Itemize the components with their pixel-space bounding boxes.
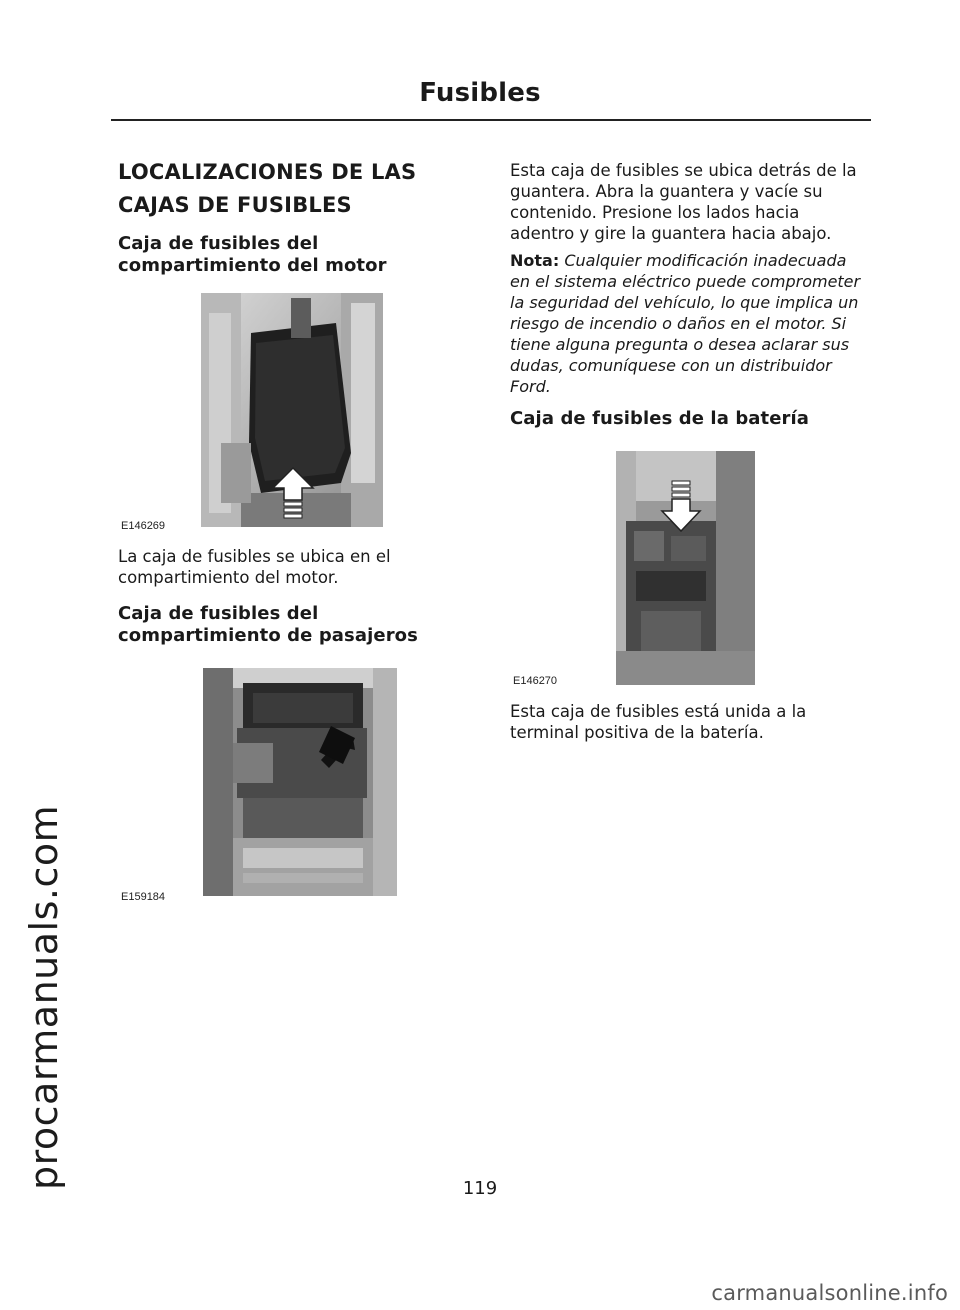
passenger-heading <box>118 603 463 647</box>
engine-heading-line: compartimiento del motor <box>118 255 387 276</box>
passenger-heading-line: Caja de fusibles del <box>118 603 319 624</box>
engine-fusebox-image <box>201 293 383 527</box>
note-line: la seguridad del vehículo, lo que implica un <box>510 293 859 312</box>
note-label: Nota: <box>510 251 560 270</box>
note-line: Ford. <box>510 377 551 396</box>
battery-text-line: terminal positiva de la batería. <box>510 723 764 742</box>
header-rule <box>111 119 871 121</box>
battery-text-line: Esta caja de fusibles está unida a la <box>510 702 807 721</box>
note-line: riesgo de incendio o daños en el motor. Si <box>510 314 847 333</box>
page-number: 119 <box>462 1178 498 1199</box>
note-line: tiene alguna pregunta o desea aclarar sus <box>510 335 850 354</box>
battery-figure-code: E146270 <box>513 675 558 687</box>
passenger-location-line: guantera. Abra la guantera y vacíe su <box>510 182 823 201</box>
passenger-location-line: contenido. Presione los lados hacia <box>510 203 800 222</box>
bottom-watermark: carmanualsonline.info <box>711 1281 948 1305</box>
note-line: en el sistema eléctrico puede comprometer <box>510 272 861 291</box>
engine-figure-code: E146269 <box>121 520 166 532</box>
passenger-heading-line: compartimiento de pasajeros <box>118 625 418 646</box>
section-title: Fusibles <box>419 78 541 108</box>
battery-fusebox-photo <box>616 451 755 685</box>
engine-heading-line: Caja de fusibles del <box>118 233 319 254</box>
engine-heading <box>118 233 458 277</box>
battery-fusebox-image <box>616 451 755 685</box>
passenger-fusebox-image <box>203 668 397 896</box>
engine-fusebox-photo <box>201 293 383 527</box>
note-block <box>510 250 875 397</box>
engine-text-line: compartimiento del motor. <box>118 568 339 587</box>
main-heading <box>118 156 458 222</box>
passenger-figure-code: E159184 <box>121 891 166 903</box>
battery-text <box>510 701 870 743</box>
engine-text <box>118 546 463 588</box>
main-heading-line: CAJAS DE FUSIBLES <box>118 193 352 217</box>
passenger-location-line: Esta caja de fusibles se ubica detrás de la <box>510 161 857 180</box>
passenger-location-text <box>510 160 870 244</box>
note-line: Cualquier modificación inadecuada <box>564 251 847 270</box>
battery-heading: Caja de fusibles de la batería <box>510 408 810 429</box>
engine-text-line: La caja de fusibles se ubica en el <box>118 547 391 566</box>
passenger-location-line: adentro y gire la guantera hacia abajo. <box>510 224 832 243</box>
note-line: dudas, comuníquese con un distribuidor <box>510 356 832 375</box>
passenger-fusebox-photo <box>203 668 397 896</box>
side-watermark-text: procarmanuals.com <box>22 804 66 1190</box>
main-heading-line: LOCALIZACIONES DE LAS <box>118 160 417 184</box>
